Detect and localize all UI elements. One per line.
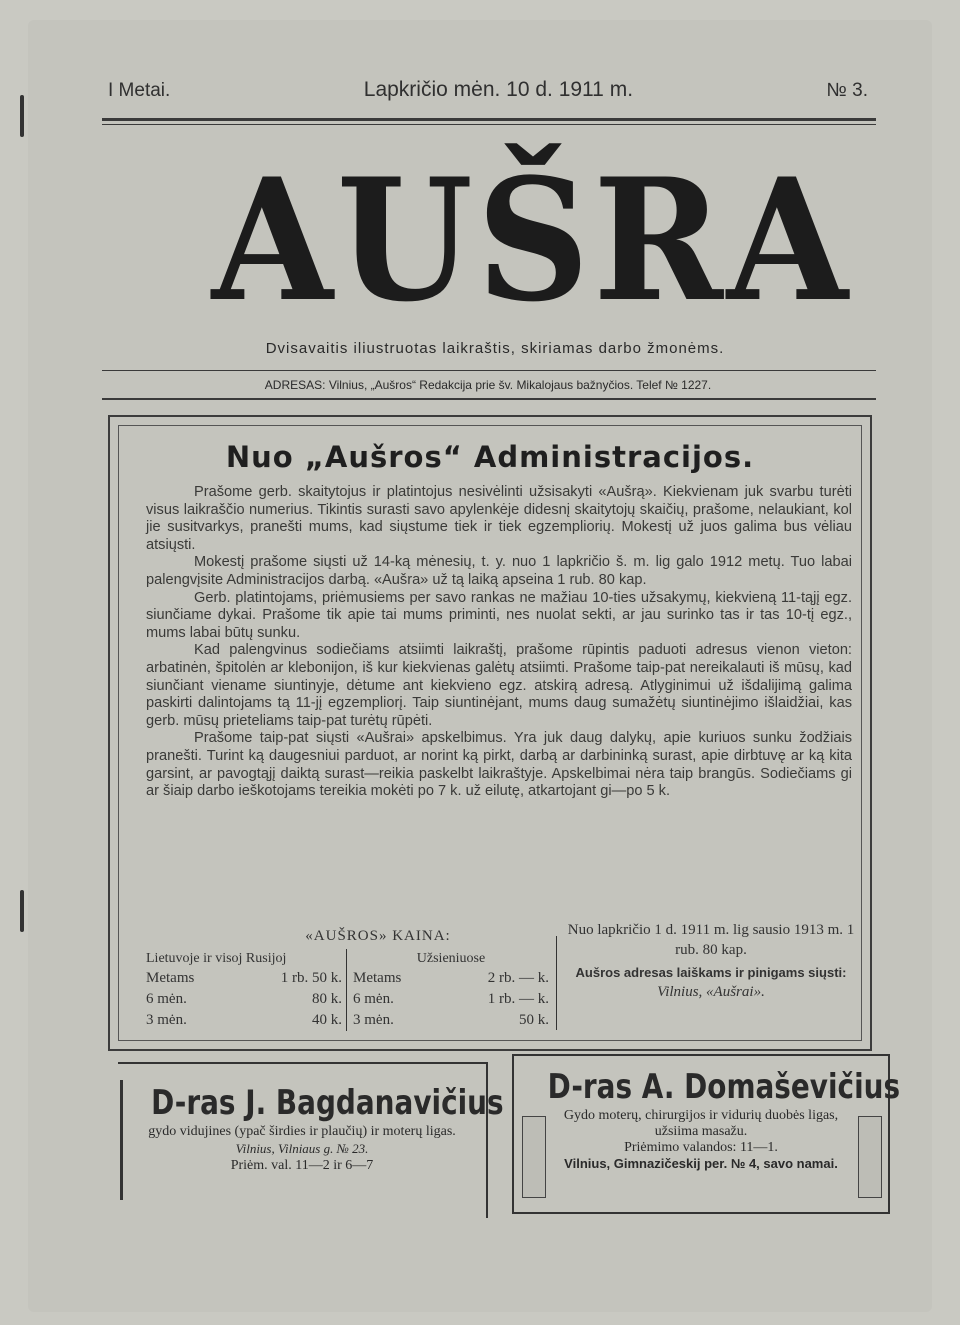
ad-side-panel-right: [858, 1116, 882, 1198]
binding-mark: [20, 890, 24, 932]
price-row: 3 mėn. 50 k.: [353, 1012, 549, 1028]
ad-doctor-name: D-ras J. Bagdanavičius: [151, 1083, 504, 1123]
ad-address: Vilnius, Vilniaus g. № 23.: [235, 1141, 369, 1156]
mailing-address-label: Aušros adresas laiškams ir pinigams siųsti:: [575, 965, 847, 980]
mailing-address-city: Vilnius, «Aušrai».: [657, 984, 765, 1000]
domestic-header: Lietuvoje ir visoj Rusijoj: [146, 951, 287, 966]
subscription-note: [566, 920, 856, 1002]
subscription-period: Nuo lapkričio 1 d. 1911 m. lig sausio 1913 m. 1 rub. 80 kap.: [567, 922, 855, 958]
price-row: Metams 1 rb. 50 k.: [146, 970, 342, 986]
masthead-subtitle: Dvisavaitis iliustruotas laikraštis, skiriamas darbo žmonėms.: [265, 340, 725, 357]
price-row: 6 mėn. 1 rb. — k.: [353, 991, 549, 1007]
ad-doctor-name: D-ras A. Domaševičius: [547, 1067, 901, 1107]
notice-paragraph: Prašome gerb. skaitytojus ir platintojus nesivėlinti užsisakyti «Aušrą». Kiekvienam juk svarbu turėti visus laikraščio numerius. Tikintis surasti savo apylenkėje didesnį skaitytojų skaičių, prašome, nelaukiant, kol jie susitvarkys, pranešti mums, kad siųstume tiek ir tiek egzempliorių. Mokestį už juos galima bus vėliau atsiųsti.: [146, 484, 852, 553]
ad-side-panel-left: [522, 1116, 546, 1198]
volume-label: I Metai.: [108, 80, 171, 101]
price-table: [146, 928, 550, 1031]
ad-hours: Priėm. val. 11—2 ir 6—7: [230, 1158, 374, 1173]
binding-mark: [20, 95, 24, 137]
masthead-title: AUŠRA: [211, 141, 852, 339]
notice-paragraph: Mokestį prašome siųsti už 14-ką mėnesių, t. y. nuo 1 lapkričio š. m. lig galo 1912 metų. Tuo labai palengvįsite Administracijos darbą. «Aušra» už tą laiką apseina 1 rub. 80 kap.: [146, 554, 852, 588]
price-row: Metams 2 rb. — k.: [353, 970, 549, 986]
notice-body: [146, 484, 852, 801]
price-row: 3 mėn. 40 k.: [146, 1012, 342, 1028]
issue-number: № 3.: [826, 80, 868, 101]
price-table-title: «AUŠROS» KAINA:: [305, 928, 451, 944]
ad-description: Gydo moterų, chirurgijos ir vidurių duobės ligas, užsiima masažu.: [563, 1108, 839, 1139]
notice-title: Nuo „Aušros“ Administracijos.: [225, 440, 755, 474]
ad-hours: Priėmimo valandos: 11—1.: [624, 1140, 778, 1155]
header-rule: [102, 118, 876, 121]
ad-domasevicius: [512, 1054, 901, 1214]
issue-date: Lapkričio mėn. 10 d. 1911 m.: [363, 78, 634, 101]
price-row: 6 mėn. 80 k.: [146, 991, 342, 1007]
foreign-header: Užsieniuose: [416, 951, 486, 966]
foreign-prices: [347, 949, 549, 1031]
address-rule-bottom: [102, 398, 876, 400]
notice-paragraph: Gerb. platintojams, priėmusiems per savo rankas ne mažiau 10-ties užsakymų, kiekvieną 11-tąjį egz. siunčiame dykai. Prašome tik apie tai mums priminti, nes nuolat sekti, ar jau surinko tas ir tas 10-tį egz., mums labai būtų sunku.: [146, 589, 852, 641]
ad-left-border: [120, 1080, 123, 1200]
masthead-address: ADRESAS: Vilnius, „Aušros“ Redakcija prie šv. Mikalojaus bažnyčios. Telef № 1227.: [264, 378, 712, 392]
header-rule-thin: [102, 124, 876, 125]
price-divider: [556, 936, 557, 1030]
notice-paragraph: Kad palengvinus sodiečiams atsiimti laikraštį, prašome rūpintis paduoti adresus vienon vieton: arbatinėn, špitolėn ar klebonijon, iš kur kiekvienas galėtų atsiimti. Prašome taip-pat nereikalauti iš mūsų, kad siunčiant viename siuntinyje, dėtume ant kiekvieno egz. atskirą adresą. Atlyginimui už išdalijimą galima paskirti dalintojams tą 11-jį egzempliorį. Taip siuntinėjant, mums daug sumažėtų siuntinėjimo išlaidžiai, kas gerb. mūsų prieteliams taip-pat turėtų rūpėti.: [146, 642, 852, 729]
ad-description: gydo vidujines (ypač širdies ir plaučių) ir moterų ligas.: [148, 1124, 456, 1139]
ad-bagdanavicius: [118, 1062, 504, 1218]
issue-header: [108, 78, 868, 102]
ad-address: Vilnius, Gimnazičeskij per. № 4, savo namai.: [564, 1156, 838, 1171]
domestic-prices: [146, 949, 347, 1031]
address-rule-top: [102, 370, 876, 371]
notice-paragraph: Prašome taip-pat siųsti «Aušrai» apskelbimus. Yra juk daug dalykų, apie kuriuos sunku žodžiais pranešti. Turint ką daugesniui parduot, ar norint ką pirkt, darbą ar darbininką surast, apie dirbtuvę ar ką kita garsint, ar pavogtąjį daiktą surast—reikia paskelbt laikraštyje. Apskelbimai nėra taip brangūs. Sodiečiams gi ar šiaip darbo ieškotojams tereikia mokėti po 7 k. už eilutę, atkartojant gi—po 5 k.: [146, 730, 852, 800]
